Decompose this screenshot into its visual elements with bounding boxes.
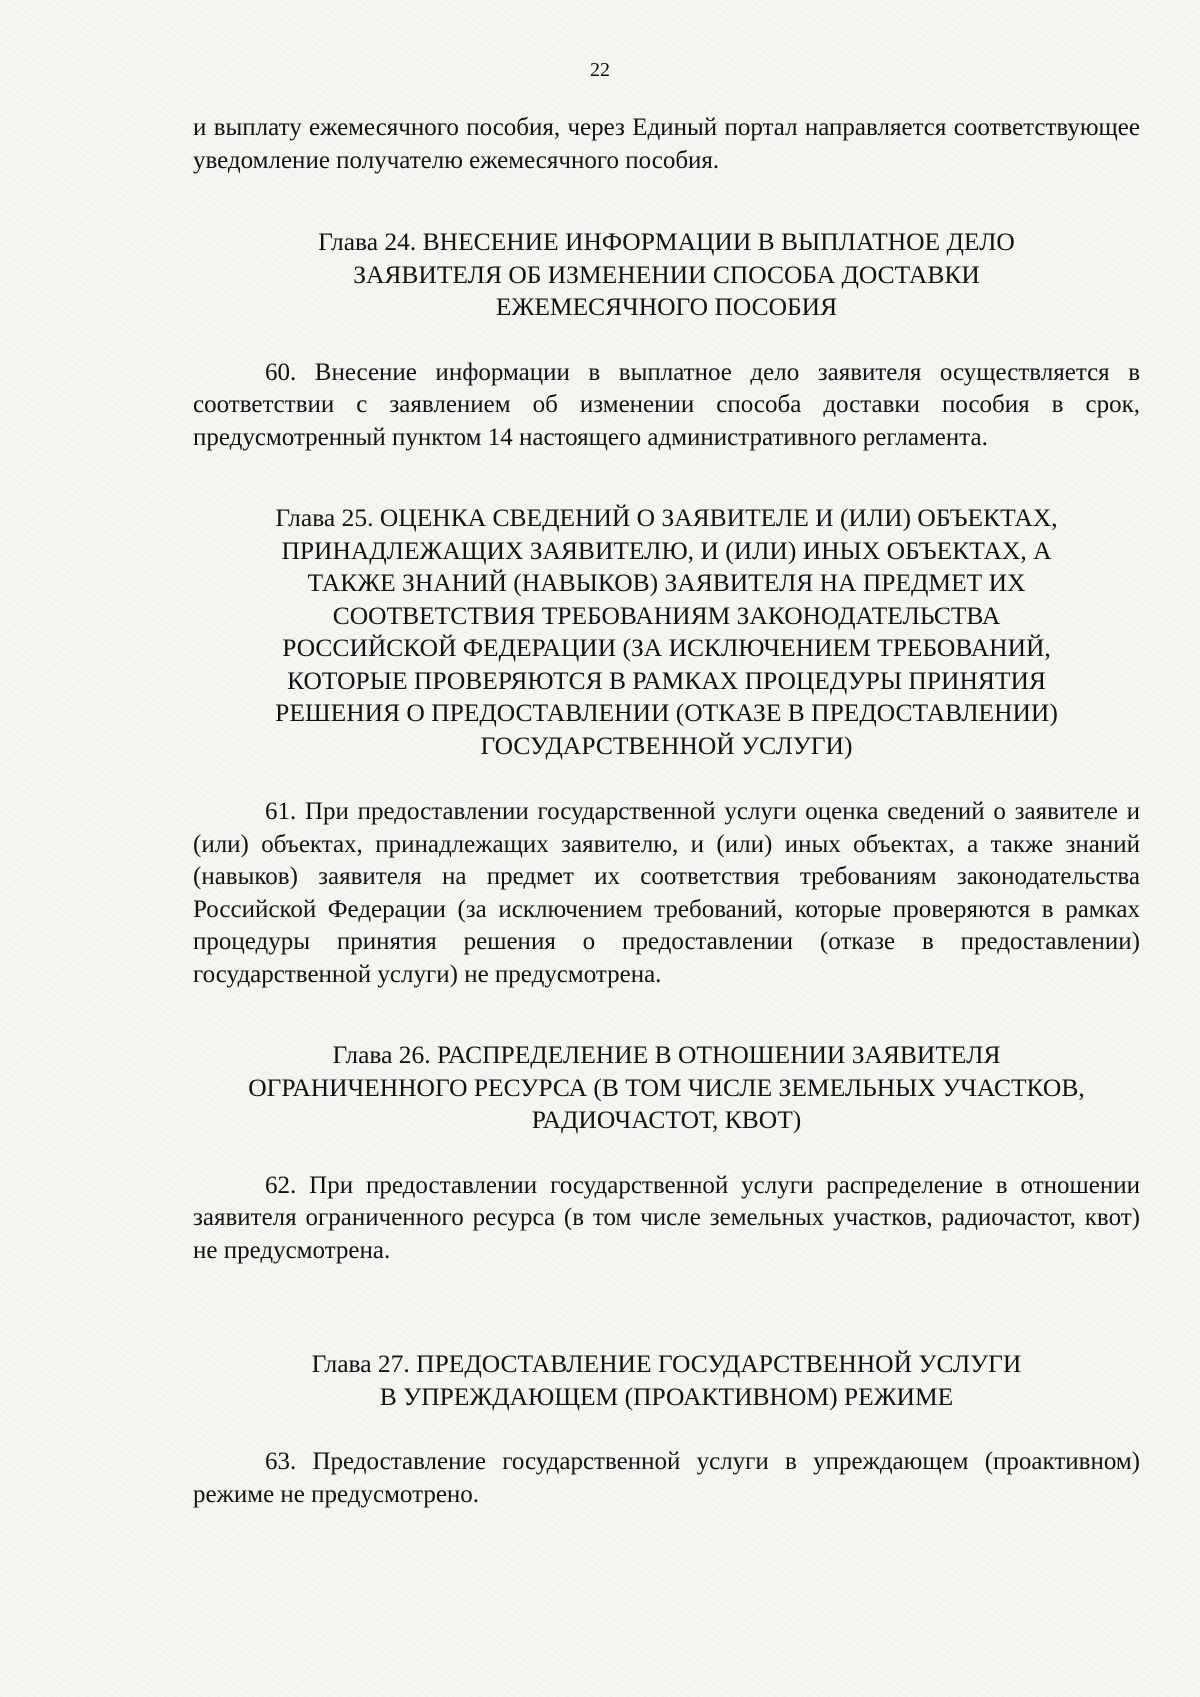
chapter-27-heading [193, 1348, 1140, 1413]
paragraph-62: 62. При предоставлении государственной услуги распределение в отношении заявителя ограниченного ресурса (в том числе земельных участков, радиочастот, квот) не предусмотрена. [193, 1171, 1140, 1264]
chapter-25-heading-line: КОТОРЫЕ ПРОВЕРЯЮТСЯ В РАМКАХ ПРОЦЕДУРЫ ПРИНЯТИЯ [287, 665, 1046, 695]
chapter-25-heading [193, 502, 1140, 762]
chapter-25-heading-line: Глава 25. ОЦЕНКА СВЕДЕНИЙ О ЗАЯВИТЕЛЕ И (ИЛИ) ОБЪЕКТАХ, [275, 503, 1058, 532]
paragraph-61: 61. При предоставлении государственной услуги оценка сведений о заявителе и (или) объектах, принадлежащих заявителю, и (или) иных объектах, а также знаний (навыков) заявителя на предмет их соответствия требованиям законодательства Российской Федерации (за исключением требований, которые проверяются в рамках процедуры принятия решения о предоставлении (отказе в предоставлении) государственной услуги) не предусмотрена. [193, 798, 1140, 988]
chapter-25-heading-line: ТАКЖЕ ЗНАНИЙ (НАВЫКОВ) ЗАЯВИТЕЛЯ НА ПРЕДМЕТ ИХ [307, 568, 1026, 597]
paragraph-63: 63. Предоставление государственной услуги в упреждающем (проактивном) режиме не предусмотрено. [193, 1448, 1140, 1508]
chapter-25-heading-line: ГОСУДАРСТВЕННОЙ УСЛУГИ) [480, 730, 853, 760]
chapter-24-heading-line: ЕЖЕМЕСЯЧНОГО ПОСОБИЯ [495, 292, 838, 321]
chapter-24-heading-line: Глава 24. ВНЕСЕНИЕ ИНФОРМАЦИИ В ВЫПЛАТНОЕ ДЕЛО [318, 227, 1015, 256]
chapter-25-heading-line: РЕШЕНИЯ О ПРЕДОСТАВЛЕНИИ (ОТКАЗЕ В ПРЕДОСТАВЛЕНИИ) [275, 698, 1058, 727]
chapter-27-heading-line: Глава 27. ПРЕДОСТАВЛЕНИЕ ГОСУДАРСТВЕННОЙ УСЛУГИ [311, 1349, 1022, 1378]
continuation-paragraph: и выплату ежемесячного пособия, через Единый портал направляется соответствующее уведомление получателю ежемесячного пособия. [193, 114, 1140, 174]
chapter-26-heading-line: Глава 26. РАСПРЕДЕЛЕНИЕ В ОТНОШЕНИИ ЗАЯВИТЕЛЯ [332, 1040, 1001, 1069]
chapter-26-heading [193, 1039, 1140, 1137]
chapter-25-heading-line: СООТВЕТСТВИЯ ТРЕБОВАНИЯМ ЗАКОНОДАТЕЛЬСТВА [332, 600, 1001, 630]
paragraph-60: 60. Внесение информации в выплатное дело заявителя осуществляется в соответствии с заявлением об изменении способа доставки пособия в срок, предусмотренный пунктом 14 настоящего административного регламента. [193, 358, 1140, 451]
chapter-25-heading-line: РОССИЙСКОЙ ФЕДЕРАЦИИ (ЗА ИСКЛЮЧЕНИЕМ ТРЕБОВАНИЙ, [282, 633, 1051, 662]
chapter-27-heading-line: В УПРЕЖДАЮЩЕМ (ПРОАКТИВНОМ) РЕЖИМЕ [379, 1381, 954, 1411]
chapter-26-heading-line: РАДИОЧАСТОТ, КВОТ) [531, 1105, 802, 1134]
chapter-25-heading-line: ПРИНАДЛЕЖАЩИХ ЗАЯВИТЕЛЮ, И (ИЛИ) ИНЫХ ОБЪЕКТАХ, А [281, 535, 1052, 565]
chapter-24-heading [193, 226, 1140, 324]
page-content [193, 112, 1140, 1511]
chapter-24-heading-line: ЗАЯВИТЕЛЯ ОБ ИЗМЕНЕНИИ СПОСОБА ДОСТАВКИ [353, 259, 980, 289]
chapter-26-heading-line: ОГРАНИЧЕННОГО РЕСУРСА (В ТОМ ЧИСЛЕ ЗЕМЕЛЬНЫХ УЧАСТКОВ, [248, 1072, 1085, 1102]
page-number: 22 [590, 59, 610, 81]
